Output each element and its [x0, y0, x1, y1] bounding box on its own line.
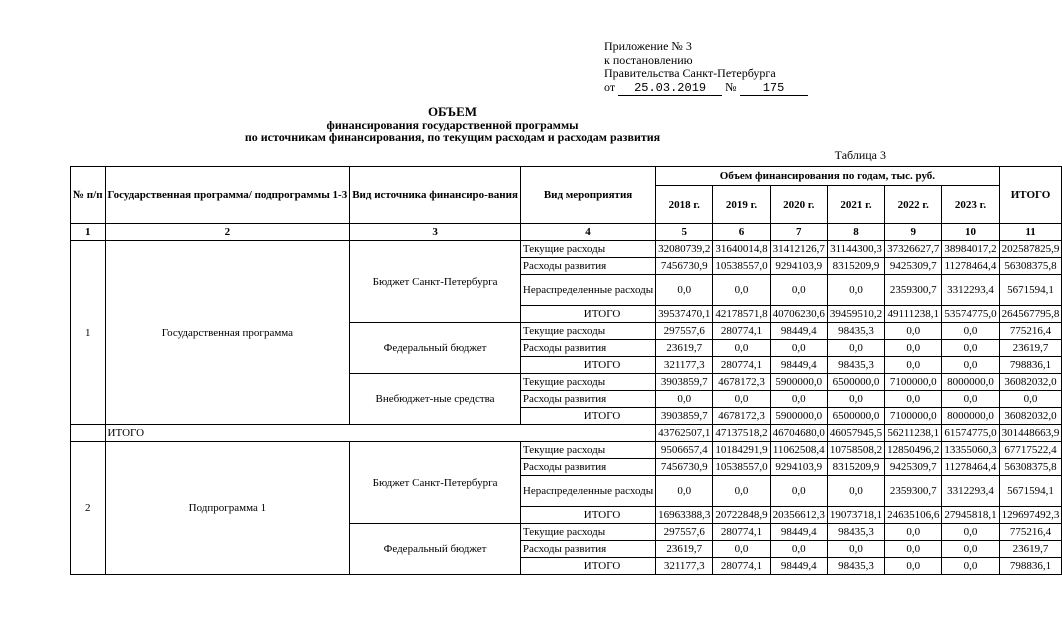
value-cell: 3903859,7	[656, 408, 713, 425]
value-cell: 10184291,9	[713, 442, 770, 459]
value-cell: 56308375,8	[999, 459, 1062, 476]
value-cell: 0,0	[885, 323, 942, 340]
value-cell: 3312293,4	[942, 476, 999, 507]
value-cell: 202587825,9	[999, 241, 1062, 258]
value-cell: 0,0	[713, 340, 770, 357]
section-total-label: ИТОГО	[105, 425, 656, 442]
value-cell: 31144300,3	[827, 241, 884, 258]
value-cell: 98449,4	[770, 323, 827, 340]
value-cell: 9425309,7	[885, 459, 942, 476]
section-name: Подпрограмма 1	[105, 442, 350, 575]
value-cell: 8315209,9	[827, 459, 884, 476]
value-cell: 0,0	[827, 275, 884, 306]
col-number: 8	[827, 224, 884, 241]
value-cell: 0,0	[770, 541, 827, 558]
col-number: 1	[71, 224, 106, 241]
value-cell: 8000000,0	[942, 374, 999, 391]
activity-total-label: ИТОГО	[520, 507, 655, 524]
value-cell: 2359300,7	[885, 275, 942, 306]
value-cell: 297557,6	[656, 323, 713, 340]
value-cell: 10538557,0	[713, 459, 770, 476]
col-number: 10	[942, 224, 999, 241]
value-cell: 20356612,3	[770, 507, 827, 524]
activity-total-label: ИТОГО	[520, 558, 655, 575]
activity-label: Нераспределенные расходы	[520, 476, 655, 507]
header-program: Государственная программа/ подпрограммы 1-3	[105, 167, 350, 224]
value-cell: 38984017,2	[942, 241, 999, 258]
value-cell: 2359300,7	[885, 476, 942, 507]
value-cell: 31640014,8	[713, 241, 770, 258]
value-cell: 0,0	[885, 391, 942, 408]
value-cell: 98435,3	[827, 323, 884, 340]
value-cell: 37326627,7	[885, 241, 942, 258]
value-cell: 7100000,0	[885, 374, 942, 391]
value-cell: 0,0	[770, 340, 827, 357]
value-cell: 5900000,0	[770, 374, 827, 391]
source-name: Внебюджет-ные средства	[350, 374, 521, 425]
value-cell: 264567795,8	[999, 306, 1062, 323]
value-cell: 6500000,0	[827, 408, 884, 425]
value-cell: 6500000,0	[827, 374, 884, 391]
col-number: 7	[770, 224, 827, 241]
activity-label: Текущие расходы	[520, 323, 655, 340]
value-cell: 36082032,0	[999, 408, 1062, 425]
value-cell: 8000000,0	[942, 408, 999, 425]
source-name: Федеральный бюджет	[350, 323, 521, 374]
activity-total-label: ИТОГО	[520, 357, 655, 374]
value-cell: 24635106,6	[885, 507, 942, 524]
activity-label: Текущие расходы	[520, 442, 655, 459]
value-cell: 0,0	[827, 391, 884, 408]
value-cell: 280774,1	[713, 323, 770, 340]
header-year: 2023 г.	[942, 186, 999, 224]
header-year: 2020 г.	[770, 186, 827, 224]
value-cell: 98435,3	[827, 524, 884, 541]
document-title	[0, 106, 905, 144]
value-cell: 11278464,4	[942, 258, 999, 275]
section-total-spacer	[71, 425, 106, 442]
appendix-date-line	[604, 81, 808, 97]
activity-total-label: ИТОГО	[520, 306, 655, 323]
activity-label: Расходы развития	[520, 391, 655, 408]
value-cell: 0,0	[885, 340, 942, 357]
col-number: 6	[713, 224, 770, 241]
value-cell: 7456730,9	[656, 258, 713, 275]
activity-label: Текущие расходы	[520, 524, 655, 541]
activity-label: Текущие расходы	[520, 374, 655, 391]
value-cell: 7100000,0	[885, 408, 942, 425]
value-cell: 56308375,8	[999, 258, 1062, 275]
section-num: 1	[71, 241, 106, 425]
appendix-ot: от	[604, 79, 616, 94]
value-cell: 23619,7	[656, 340, 713, 357]
table-label: Таблица 3	[834, 148, 886, 162]
value-cell: 0,0	[942, 340, 999, 357]
col-number: 9	[885, 224, 942, 241]
value-cell: 4678172,3	[713, 408, 770, 425]
value-cell: 798836,1	[999, 357, 1062, 374]
value-cell: 3903859,7	[656, 374, 713, 391]
header-volume: Объем финансирования по годам, тыс. руб.	[656, 167, 1000, 186]
activity-label: Нераспределенные расходы	[520, 275, 655, 306]
value-cell: 8315209,9	[827, 258, 884, 275]
value-cell: 297557,6	[656, 524, 713, 541]
table-body	[71, 241, 1062, 575]
value-cell: 0,0	[656, 476, 713, 507]
value-cell: 321177,3	[656, 558, 713, 575]
value-cell: 39537470,1	[656, 306, 713, 323]
value-cell: 98449,4	[770, 558, 827, 575]
col-number: 11	[999, 224, 1062, 241]
value-cell: 0,0	[770, 476, 827, 507]
value-cell: 0,0	[942, 541, 999, 558]
header-year: 2022 г.	[885, 186, 942, 224]
appendix-line-3: Правительства Санкт-Петербурга	[604, 66, 776, 80]
value-cell: 67717522,4	[999, 442, 1062, 459]
appendix-line-2: к постановлению	[604, 52, 693, 67]
col-number: 4	[520, 224, 655, 241]
title-line-1: ОБЪЕМ	[427, 104, 478, 119]
value-cell: 23619,7	[656, 541, 713, 558]
value-cell: 0,0	[885, 524, 942, 541]
value-cell: 0,0	[999, 391, 1062, 408]
value-cell: 0,0	[713, 476, 770, 507]
value-cell: 280774,1	[713, 357, 770, 374]
value-cell: 0,0	[942, 323, 999, 340]
value-cell: 11278464,4	[942, 459, 999, 476]
section-name: Государственная программа	[105, 241, 350, 425]
value-cell: 5900000,0	[770, 408, 827, 425]
value-cell: 10758508,2	[827, 442, 884, 459]
value-cell: 0,0	[885, 558, 942, 575]
value-cell: 129697492,3	[999, 507, 1062, 524]
value-cell: 0,0	[827, 340, 884, 357]
value-cell: 0,0	[656, 275, 713, 306]
activity-label: Расходы развития	[520, 459, 655, 476]
total-value-cell: 61574775,0	[942, 425, 999, 442]
header-year: 2021 г.	[827, 186, 884, 224]
value-cell: 7456730,9	[656, 459, 713, 476]
value-cell: 280774,1	[713, 558, 770, 575]
header-source: Вид источника финансиро-вания	[350, 167, 521, 224]
title-line-3: по источникам финансирования, по текущим расходам и расходам развития	[244, 130, 661, 144]
col-number: 2	[105, 224, 350, 241]
value-cell: 40706230,6	[770, 306, 827, 323]
value-cell: 5671594,1	[999, 275, 1062, 306]
value-cell: 775216,4	[999, 524, 1062, 541]
total-value-cell: 43762507,1	[656, 425, 713, 442]
appendix-no-sign: №	[725, 79, 737, 94]
total-value-cell: 46704680,0	[770, 425, 827, 442]
source-name: Бюджет Санкт-Петербурга	[350, 241, 521, 323]
value-cell: 39459510,2	[827, 306, 884, 323]
value-cell: 0,0	[885, 541, 942, 558]
value-cell: 10538557,0	[713, 258, 770, 275]
activity-label: Расходы развития	[520, 258, 655, 275]
activity-label: Расходы развития	[520, 541, 655, 558]
value-cell: 42178571,8	[713, 306, 770, 323]
col-number: 3	[350, 224, 521, 241]
value-cell: 20722848,9	[713, 507, 770, 524]
value-cell: 0,0	[713, 391, 770, 408]
col-number: 5	[656, 224, 713, 241]
header-num: № п/п	[71, 167, 106, 224]
value-cell: 31412126,7	[770, 241, 827, 258]
value-cell: 53574775,0	[942, 306, 999, 323]
value-cell: 98435,3	[827, 558, 884, 575]
header-year: 2019 г.	[713, 186, 770, 224]
value-cell: 19073718,1	[827, 507, 884, 524]
source-name: Федеральный бюджет	[350, 524, 521, 575]
value-cell: 16963388,3	[656, 507, 713, 524]
value-cell: 11062508,4	[770, 442, 827, 459]
value-cell: 98449,4	[770, 524, 827, 541]
header-total: ИТОГО	[999, 167, 1062, 224]
total-value-cell: 46057945,5	[827, 425, 884, 442]
appendix-line-1: Приложение № 3	[604, 39, 692, 53]
value-cell: 798836,1	[999, 558, 1062, 575]
section-num: 2	[71, 442, 106, 575]
value-cell: 12850496,2	[885, 442, 942, 459]
value-cell: 9294103,9	[770, 459, 827, 476]
total-value-cell: 56211238,1	[885, 425, 942, 442]
value-cell: 0,0	[827, 476, 884, 507]
value-cell: 36082032,0	[999, 374, 1062, 391]
table-row	[71, 241, 1062, 258]
header-activity: Вид мероприятия	[520, 167, 655, 224]
value-cell: 98435,3	[827, 357, 884, 374]
total-value-cell: 301448663,9	[999, 425, 1062, 442]
value-cell: 0,0	[942, 524, 999, 541]
value-cell: 9294103,9	[770, 258, 827, 275]
activity-label: Текущие расходы	[520, 241, 655, 258]
activity-total-label: ИТОГО	[520, 408, 655, 425]
value-cell: 98449,4	[770, 357, 827, 374]
value-cell: 0,0	[942, 558, 999, 575]
value-cell: 321177,3	[656, 357, 713, 374]
value-cell: 23619,7	[999, 340, 1062, 357]
value-cell: 0,0	[942, 357, 999, 374]
header-year: 2018 г.	[656, 186, 713, 224]
value-cell: 0,0	[656, 391, 713, 408]
appendix-number: 175	[740, 82, 808, 97]
value-cell: 0,0	[942, 391, 999, 408]
value-cell: 0,0	[827, 541, 884, 558]
value-cell: 0,0	[770, 391, 827, 408]
table-row	[71, 442, 1062, 459]
value-cell: 280774,1	[713, 524, 770, 541]
value-cell: 0,0	[713, 275, 770, 306]
financing-table	[70, 166, 1062, 575]
value-cell: 3312293,4	[942, 275, 999, 306]
value-cell: 0,0	[770, 275, 827, 306]
activity-label: Расходы развития	[520, 340, 655, 357]
value-cell: 5671594,1	[999, 476, 1062, 507]
value-cell: 9425309,7	[885, 258, 942, 275]
source-name: Бюджет Санкт-Петербурга	[350, 442, 521, 524]
value-cell: 23619,7	[999, 541, 1062, 558]
value-cell: 49111238,1	[885, 306, 942, 323]
total-value-cell: 47137518,2	[713, 425, 770, 442]
title-line-2: финансирования государственной программы	[326, 117, 579, 132]
value-cell: 32080739,2	[656, 241, 713, 258]
value-cell: 0,0	[713, 541, 770, 558]
value-cell: 9506657,4	[656, 442, 713, 459]
appendix-block	[604, 40, 808, 96]
appendix-date: 25.03.2019	[618, 82, 722, 97]
value-cell: 0,0	[885, 357, 942, 374]
value-cell: 4678172,3	[713, 374, 770, 391]
section-total-row	[71, 425, 1062, 442]
value-cell: 13355060,3	[942, 442, 999, 459]
value-cell: 775216,4	[999, 323, 1062, 340]
value-cell: 27945818,1	[942, 507, 999, 524]
